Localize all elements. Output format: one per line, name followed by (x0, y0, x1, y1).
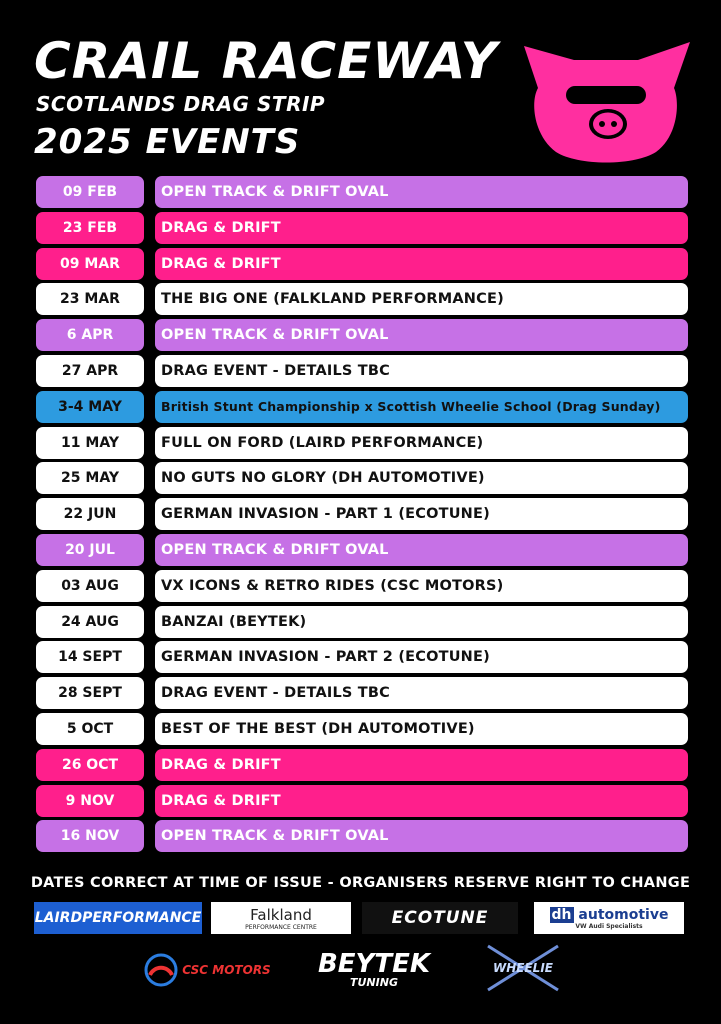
page-subtitle: SCOTLANDS DRAG STRIP (36, 92, 326, 116)
falkland-logo-text: Falkland (250, 905, 312, 924)
event-row (36, 570, 688, 602)
event-date: 20 JUL (36, 534, 144, 566)
beytek-tuning-logo (304, 942, 444, 997)
dh-logo-text: automotive (578, 906, 669, 923)
event-date: 26 OCT (36, 749, 144, 781)
beytek-logo-subtext: TUNING (350, 976, 398, 989)
laird-performance-logo (34, 902, 202, 934)
event-name: FULL ON FORD (LAIRD PERFORMANCE) (155, 427, 688, 459)
scottish-wheelie-school-logo (480, 942, 566, 994)
event-date: 23 FEB (36, 212, 144, 244)
event-row (36, 283, 688, 315)
event-row (36, 176, 688, 208)
event-name: DRAG EVENT - DETAILS TBC (155, 355, 688, 387)
event-date: 16 NOV (36, 820, 144, 852)
events-year-heading: 2025 EVENTS (34, 122, 301, 162)
event-row (36, 498, 688, 530)
csc-motors-logo (140, 950, 275, 990)
event-row (36, 641, 688, 673)
event-row (36, 212, 688, 244)
event-name: DRAG & DRIFT (155, 248, 688, 280)
events-schedule (36, 176, 688, 856)
ecotune-logo (362, 902, 518, 934)
event-row (36, 355, 688, 387)
event-name: NO GUTS NO GLORY (DH AUTOMOTIVE) (155, 462, 688, 494)
event-date: 09 FEB (36, 176, 144, 208)
event-date: 5 OCT (36, 713, 144, 745)
event-name: DRAG EVENT - DETAILS TBC (155, 677, 688, 709)
disclaimer-text: DATES CORRECT AT TIME OF ISSUE - ORGANISERS RESERVE RIGHT TO CHANGE (30, 875, 691, 891)
dh-logo-line (550, 907, 669, 923)
event-date: 24 AUG (36, 606, 144, 638)
event-row (36, 319, 688, 351)
event-row (36, 248, 688, 280)
event-name: British Stunt Championship x Scottish Wheelie School (Drag Sunday) (155, 391, 688, 423)
event-name: BANZAI (BEYTEK) (155, 606, 688, 638)
event-name: DRAG & DRIFT (155, 749, 688, 781)
event-row (36, 606, 688, 638)
event-date: 25 MAY (36, 462, 144, 494)
event-date: 22 JUN (36, 498, 144, 530)
wheelie-logo-text: WHEELIE (493, 961, 553, 975)
event-date: 3-4 MAY (36, 391, 144, 423)
event-name: OPEN TRACK & DRIFT OVAL (155, 820, 688, 852)
event-date: 27 APR (36, 355, 144, 387)
csc-gauge-icon (144, 953, 178, 987)
event-row (36, 427, 688, 459)
event-name: OPEN TRACK & DRIFT OVAL (155, 176, 688, 208)
event-name: VX ICONS & RETRO RIDES (CSC MOTORS) (155, 570, 688, 602)
event-name: GERMAN INVASION - PART 1 (ECOTUNE) (155, 498, 688, 530)
event-name: GERMAN INVASION - PART 2 (ECOTUNE) (155, 641, 688, 673)
event-row (36, 462, 688, 494)
csc-logo-text: CSC MOTORS (182, 963, 271, 977)
event-row (36, 677, 688, 709)
event-date: 6 APR (36, 319, 144, 351)
event-date: 23 MAR (36, 283, 144, 315)
event-name: DRAG & DRIFT (155, 785, 688, 817)
dh-automotive-logo (534, 902, 684, 934)
event-row (36, 820, 688, 852)
pig-logo-icon (516, 40, 696, 165)
falkland-logo-subtext: PERFORMANCE CENTRE (245, 923, 317, 931)
event-date: 14 SEPT (36, 641, 144, 673)
event-row (36, 391, 688, 423)
dh-logo-subtext: VW Audi Specialists (575, 922, 643, 930)
event-row (36, 785, 688, 817)
event-name: DRAG & DRIFT (155, 212, 688, 244)
event-name: THE BIG ONE (FALKLAND PERFORMANCE) (155, 283, 688, 315)
beytek-logo-text: BEYTEK (317, 949, 431, 979)
event-name: OPEN TRACK & DRIFT OVAL (155, 534, 688, 566)
laird-logo-text: LAIRDPERFORMANCE (34, 910, 202, 926)
event-date: 09 MAR (36, 248, 144, 280)
event-row (36, 713, 688, 745)
event-date: 03 AUG (36, 570, 144, 602)
page-title: CRAIL RACEWAY (34, 32, 498, 90)
ecotune-logo-text: ECOTUNE (391, 908, 489, 928)
falkland-logo (211, 902, 351, 934)
event-row (36, 749, 688, 781)
event-row (36, 534, 688, 566)
event-date: 28 SEPT (36, 677, 144, 709)
dh-logo-prefix: dh (551, 906, 572, 923)
event-name: OPEN TRACK & DRIFT OVAL (155, 319, 688, 351)
event-date: 11 MAY (36, 427, 144, 459)
event-name: BEST OF THE BEST (DH AUTOMOTIVE) (155, 713, 688, 745)
event-date: 9 NOV (36, 785, 144, 817)
